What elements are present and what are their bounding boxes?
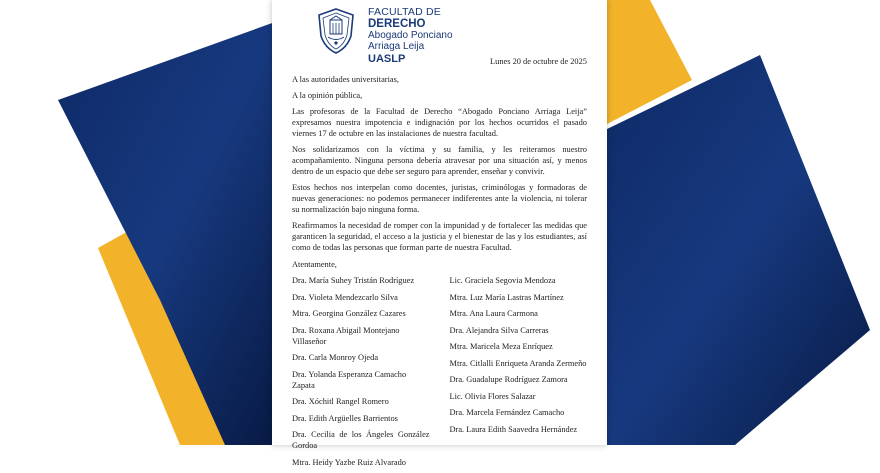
header-line2: DERECHO — [368, 17, 426, 30]
paragraph-1: Las profesoras de la Facultad de Derecho “Abogado Ponciano Arriaga Leija” expresamos nuestra impotencia e indignación por los hechos ocurridos el pasado viernes 17 de octubre en las instalaciones de nuestra facultad. — [292, 107, 587, 138]
signature-name: Dra. Violeta Mendezcarlo Silva — [292, 292, 398, 302]
signature-name: Mtra. Ana Laura Carmona — [449, 309, 538, 318]
signatures-left-column — [292, 275, 444, 473]
signature-name: Dra. Xóchitl Rangel Romero — [292, 397, 389, 406]
signature-name: Dra. Laura Edith Saavedra Hernández — [449, 424, 578, 434]
signature-name: Dra. Marcela Fernández Camacho — [449, 408, 565, 417]
signature-name: Mtra. Georgina González Cazares — [292, 309, 406, 318]
signature-name: Dra. Edith Argüelles Barrientos — [292, 413, 398, 423]
paragraph-2: Nos solidarizamos con la víctima y su familia, y les reiteramos nuestro acompañamiento. Ninguna persona debería atravesar por una situación así, y menos dentro de un espacio que debe ser seguro para aprender, enseñar y convivir. — [292, 145, 587, 176]
header-line1: FACULTAD DE — [368, 6, 441, 18]
header-line3: Abogado Ponciano — [368, 30, 453, 41]
signature-name: Dra. Cecilia de los Ángeles González Gordoa — [292, 430, 430, 450]
letter-document — [272, 0, 607, 467]
signature-name: Mtra. Luz María Lastras Martínez — [449, 292, 564, 302]
signature-name: Lic. Olivia Flores Salazar — [449, 391, 536, 401]
signature-name: Dra. Alejandra Silva Carreras — [449, 325, 549, 335]
paragraph-3: Estos hechos nos interpelan como docentes, juristas, criminólogas y formadoras de nuevas generaciones: no podemos permanecer indiferentes ante la violencia, ni tolerar su normalización bajo ninguna forma. — [292, 183, 587, 214]
letter-date: Lunes 20 de octubre de 2025 — [490, 57, 587, 66]
signature-name: Dra. María Suhey Tristán Rodríguez — [292, 276, 415, 285]
signatures — [292, 275, 587, 473]
paragraph-4: Reafirmamos la necesidad de romper con la impunidad y de fortalecer las medidas que garanticen la seguridad, el acceso a la justicia y el bienestar de las y los estudiantes, así como de todas las personas que forman parte de nuestra Facultad. — [292, 221, 587, 252]
signatures-right-column — [444, 275, 588, 473]
signature-name: Dra. Carla Monroy Ojeda — [292, 353, 379, 362]
signature-name: Dra. Guadalupe Rodríguez Zamora — [449, 375, 568, 384]
closing: Atentamente, — [292, 260, 337, 269]
greeting-authorities: A las autoridades universitarias, — [292, 75, 399, 84]
signature-name: Lic. Graciela Segovia Mendoza — [449, 276, 556, 285]
signature-name: Mtra. Maricela Meza Enríquez — [449, 342, 553, 351]
faculty-name-block — [368, 7, 453, 65]
right-navy-band — [605, 55, 870, 445]
header-line4: Arriaga Leija — [368, 41, 425, 52]
header-line5: UASLP — [368, 53, 406, 65]
signature-name: Dra. Yolanda Esperanza Camacho Zapata — [292, 369, 407, 390]
signature-name: Dra. Roxana Abigail Montejano Villaseñor — [292, 325, 400, 346]
university-seal-icon — [311, 6, 361, 56]
signature-name: Mtra. Citlalli Enriqueta Aranda Zermeño — [449, 358, 587, 368]
greeting-public: A la opinión pública, — [292, 91, 363, 100]
signature-name: Mtra. Heidy Yazbe Ruiz Alvarado — [292, 457, 406, 467]
